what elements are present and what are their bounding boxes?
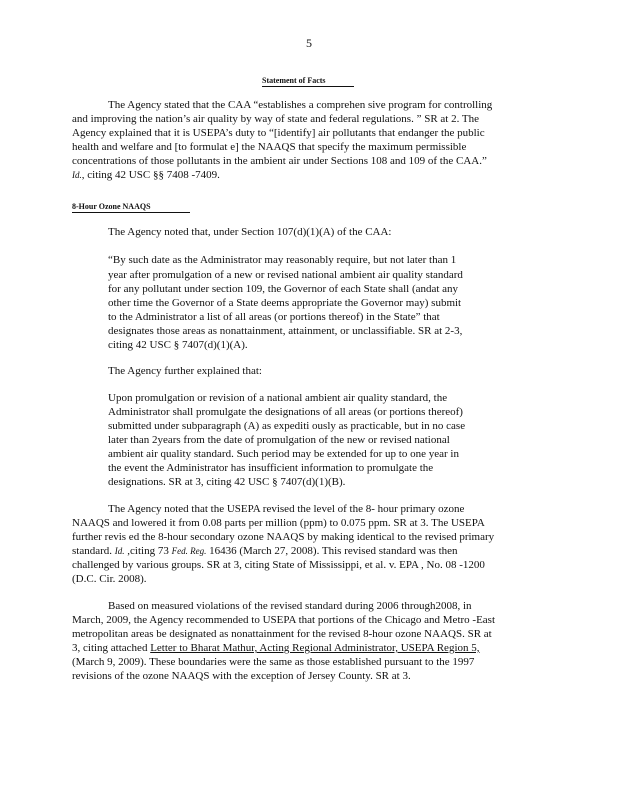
ozone-naaqs-heading <box>72 202 190 211</box>
p4-line-1: The Agency noted that the USEPA revised the level of the 8- hour primary ozone <box>108 503 465 515</box>
p1-line-6 <box>72 170 220 181</box>
page-number: 5 <box>306 36 312 50</box>
p4-line-4-cite: ,citing 73 <box>127 545 169 557</box>
p2-line: The Agency noted that, under Section 107(d)(1)(A) of the CAA: <box>108 226 392 238</box>
p5-line-5: (March 9, 2009). These boundaries were the same as those established pursuant to the 1997 <box>72 656 475 668</box>
q2-line-1: Upon promulgation or revision of a national ambient air quality standard, the <box>108 392 448 404</box>
fed-reg-citation: Fed. Reg. <box>171 546 207 556</box>
p5-line-2: March, 2009, the Agency recommended to USEPA that portions of the Chicago and Metro -East <box>72 614 496 626</box>
q1-line-6: designates those areas as nonattainment, attainment, or unclassifiable. SR at 2-3, <box>108 325 463 337</box>
p1-line-6-text: , citing 42 USC §§ 7408 -7409. <box>81 169 220 181</box>
p5-line-6: revisions of the ozone NAAQS with the exception of Jersey County. SR at 3. <box>72 670 411 682</box>
p1-line-2: and improving the nation’s air quality by way of state and federal regulations. ” SR at 2. The <box>72 113 479 125</box>
p4-line-4-end: 16436 (March 27, 2008). This revised standard was then <box>209 545 458 557</box>
p4-line-3: further revis ed the 8-hour secondary ozone NAAQS by making identical to the revised primary <box>72 531 495 543</box>
q2-line-5: ambient air quality standard. Such period may be extended for up to one year in <box>108 448 459 460</box>
id-citation: Id. <box>72 170 82 180</box>
heading-underline <box>262 86 354 87</box>
p1-line-1: The Agency stated that the CAA “establishes a comprehen sive program for controlling <box>108 99 493 111</box>
heading-text: Statement of Facts <box>262 76 326 85</box>
q1-line-7: citing 42 USC § 7407(d)(1)(A). <box>108 339 248 351</box>
p5-line-1: Based on measured violations of the revised standard during 2006 through2008, in <box>108 600 472 612</box>
p4-line-6: (D.C. Cir. 2008). <box>72 573 147 585</box>
q2-line-2: Administrator shall promulgate the designations of all areas (or portions thereof) <box>108 406 463 418</box>
q1-line-3: for any pollutant under section 109, the Governor of each State shall (andat any <box>108 283 459 295</box>
statement-of-facts-heading <box>262 76 354 85</box>
p1-line-4: health and welfare and [to formulat e] the NAAQS that specify the maximum permissible <box>72 141 467 153</box>
p5-line-3: metropolitan areas be designated as nonattainment for the revised 8-hour ozone NAAQS. SR at <box>72 628 492 640</box>
q2-line-3: submitted under subparagraph (A) as expediti ously as practicable, but in no case <box>108 420 466 432</box>
id-citation: Id. <box>114 546 125 556</box>
heading-underline <box>72 212 190 213</box>
p4-line-4 <box>72 546 458 557</box>
heading-text: 8-Hour Ozone NAAQS <box>72 202 151 211</box>
p1-line-5: concentrations of those pollutants in the ambient air under Sections 108 and 109 of the CAA.” <box>72 155 487 167</box>
p4-line-4-start: standard. <box>72 545 113 557</box>
q1-line-2: year after promulgation of a new or revised national ambient air quality standard <box>108 269 463 281</box>
p1-line-3: Agency explained that it is USEPA’s duty to “[identify] air pollutants that endanger the public <box>72 127 485 139</box>
p5-line-4-start: 3, citing attached <box>72 642 148 654</box>
q1-line-4: other time the Governor of a State deems appropriate the Governor may) submit <box>108 297 462 309</box>
q2-line-4: later than 2years from the date of promulgation of the new or revised national <box>108 434 450 446</box>
p4-line-2: NAAQS and lowered it from 0.08 parts per million (ppm) to 0.075 ppm. SR at 3. The USEPA <box>72 517 485 529</box>
q1-line-1: “By such date as the Administrator may reasonably require, but not later than 1 <box>108 254 457 266</box>
letter-citation: Letter to Bharat Mathur, Acting Regional Administrator, USEPA Region 5, <box>150 642 480 654</box>
q2-line-7: designations. SR at 3, citing 42 USC § 7407(d)(1)(B). <box>108 476 346 488</box>
p3-line: The Agency further explained that: <box>108 365 262 377</box>
p5-line-4 <box>72 643 480 654</box>
q2-line-6: the event the Administrator has insufficient information to promulgate the <box>108 462 434 474</box>
q1-line-5: to the Administrator a list of all areas (or portions thereof) in the State” that <box>108 311 440 323</box>
p4-line-5: challenged by various groups. SR at 3, citing State of Mississippi, et al. v. EPA , No. 08 -1200 <box>72 559 485 571</box>
